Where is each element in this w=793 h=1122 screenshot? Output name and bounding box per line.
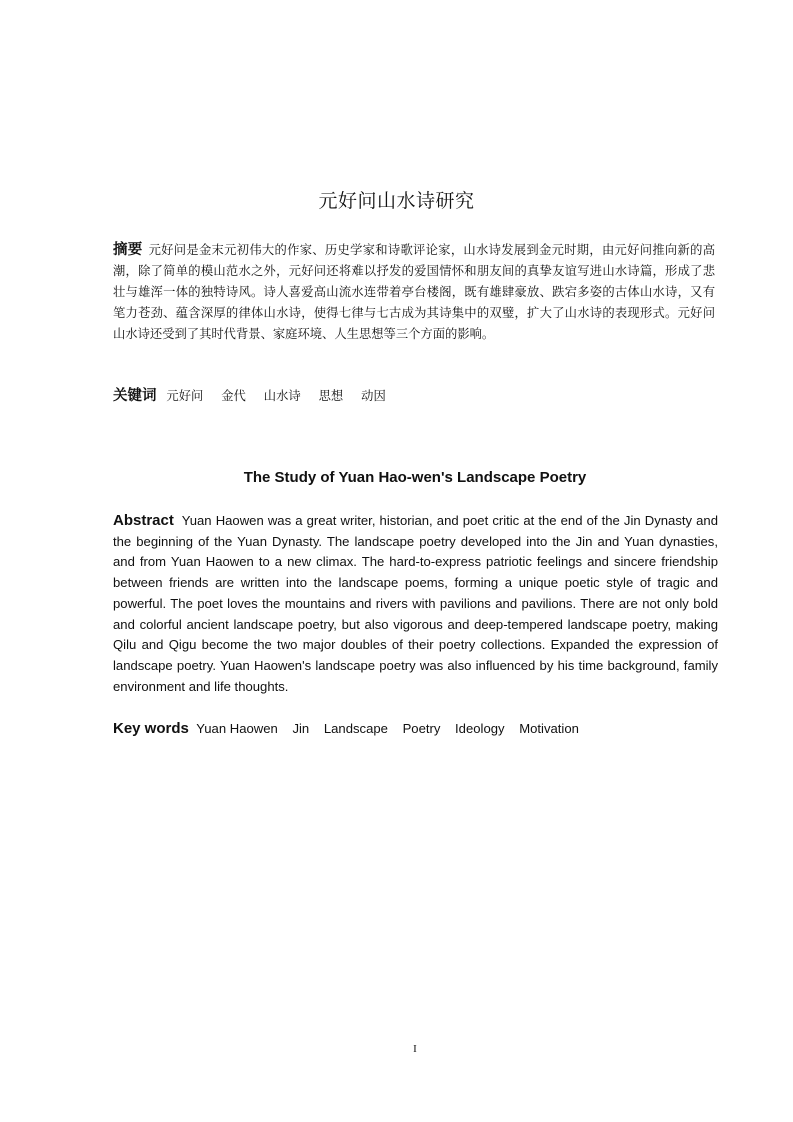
chinese-keywords-label: 关键词	[113, 388, 157, 404]
chinese-abstract-label: 摘要	[113, 242, 143, 258]
chinese-keyword: 金代	[221, 389, 246, 403]
english-keyword: Poetry	[402, 721, 441, 736]
chinese-keyword: 动因	[361, 389, 386, 403]
page-number: I	[413, 1043, 417, 1055]
chinese-keyword: 思想	[318, 389, 344, 403]
chinese-keywords	[113, 386, 715, 406]
english-abstract	[113, 511, 718, 697]
chinese-keyword: 山水诗	[263, 389, 301, 403]
english-abstract-text: Yuan Haowen was a great writer, historian, and poet critic at the end of the Jin Dynasty and the beginning of the Yuan Dynasty. The landscape poetry developed into the Jin and Yuan dynasties, and from Yuan Haowen to a new climax. The hard-to-express patriotic feelings and sincere friendship between friends are written into the landscape poems, forming a unique poetic style of tragic and powerful. The poet loves the mountains and rivers with pavilions and pavilions. There are not only bold and colorful ancient landscape poetry, but also vigorous and deep-tempered landscape poetry, making Qilu and Qigu become the two major doubles of their poetry collections. Expanded the expression of landscape poetry. Yuan Haowen's landscape poetry was also influenced by his time background, family environment and life thoughts.	[113, 513, 719, 694]
english-keywords-label: Key words	[113, 720, 189, 737]
english-keywords	[113, 719, 718, 739]
english-keyword: Yuan Haowen	[196, 721, 278, 736]
english-keyword: Landscape	[323, 721, 388, 736]
chinese-title: 元好问山水诗研究	[318, 190, 475, 212]
english-abstract-label: Abstract	[113, 512, 174, 529]
english-keyword: Ideology	[455, 721, 505, 736]
chinese-abstract	[113, 240, 715, 345]
chinese-keyword: 元好问	[166, 389, 204, 403]
chinese-abstract-text: 元好问是金末元初伟大的作家、历史学家和诗歌评论家，山水诗发展到金元时期，由元好问推向新的高潮，除了简单的模山范水之外，元好问还将难以抒发的爱国情怀和朋友间的真挚友谊写进山水诗篇，形成了悲壮与雄浑一体的独特诗风。诗人喜爱高山流水连带着亭台楼阁，既有雄肆豪放、跌宕多姿的古体山水诗，又有笔力苍劲、蕴含深厚的律体山水诗，使得七律与七古成为其诗集中的双璧，扩大了山水诗的表现形式。元好问山水诗还受到了其时代背景、家庭环境、人生思想等三个方面的影响。	[113, 243, 715, 341]
english-keyword: Jin	[292, 721, 310, 736]
english-title: The Study of Yuan Hao-wen's Landscape Poetry	[243, 469, 587, 486]
english-keyword: Motivation	[519, 721, 579, 736]
